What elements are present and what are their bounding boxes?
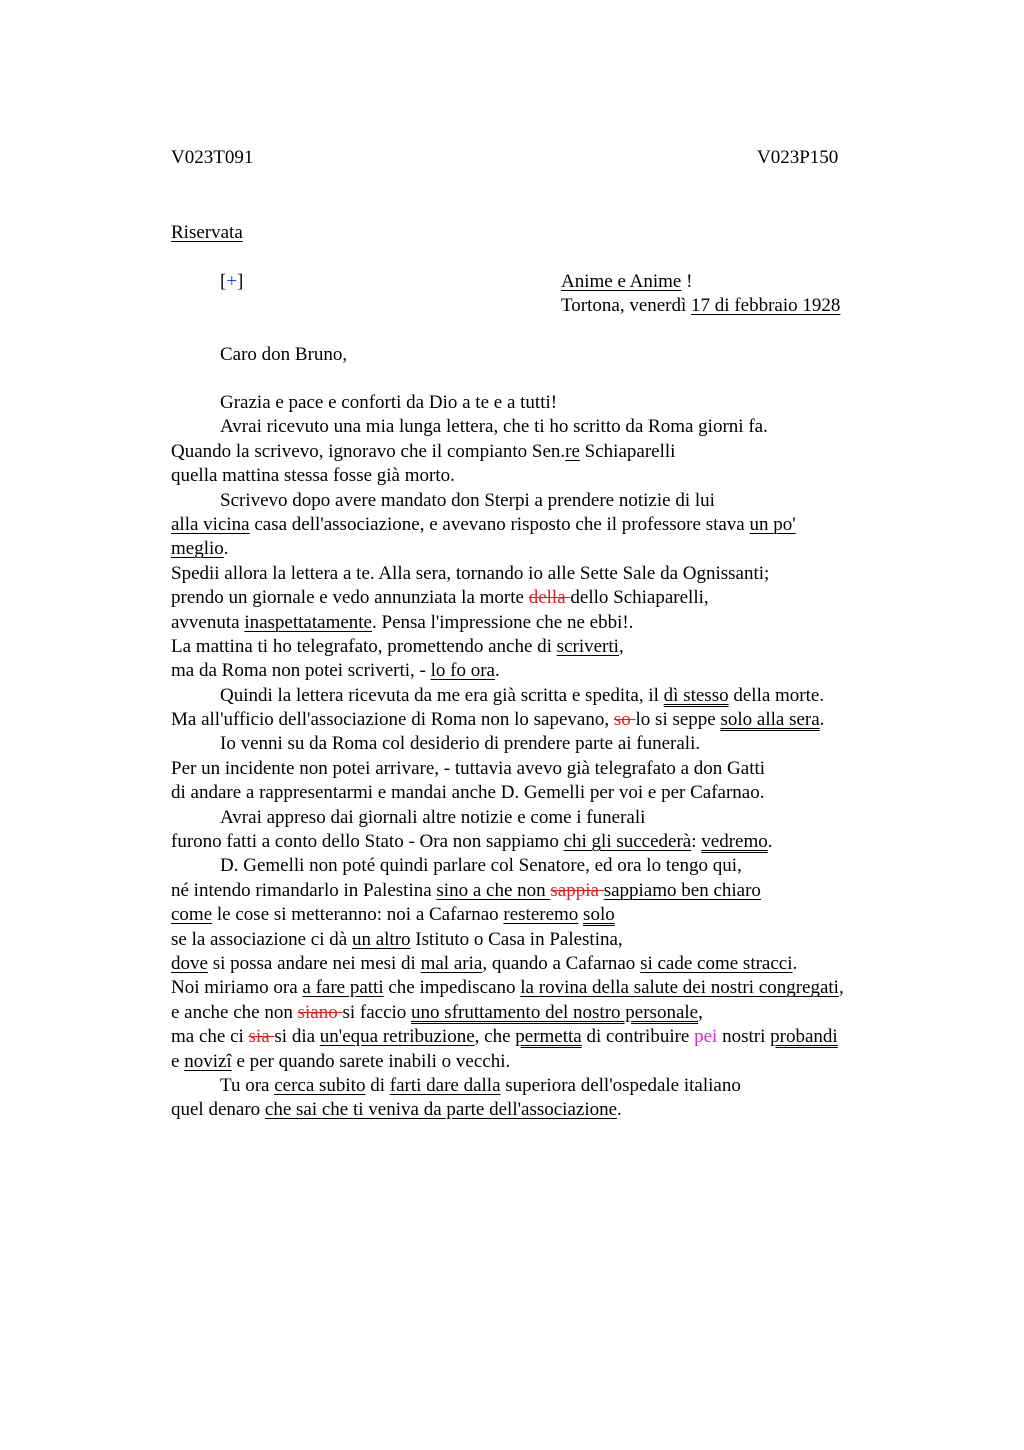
line-text: . bbox=[767, 831, 773, 853]
heading-place: Tortona, venerdì bbox=[561, 295, 692, 316]
line-text: si faccio bbox=[342, 1001, 412, 1023]
line-text: . bbox=[792, 952, 798, 974]
line-text: furono fatti a conto dello Stato - Ora non sappiamo bbox=[171, 831, 564, 853]
plus-mark-open: [ bbox=[220, 271, 227, 292]
letter-line bbox=[171, 611, 931, 635]
line-text: . bbox=[223, 538, 229, 560]
line-text: della morte. bbox=[728, 684, 825, 706]
confidential-label: Riservata bbox=[171, 222, 243, 243]
deleted-text: so bbox=[613, 709, 636, 731]
letter-line bbox=[171, 1025, 931, 1049]
letter-line bbox=[171, 513, 931, 537]
line-text: si possa andare nei mesi di bbox=[207, 952, 421, 974]
marked-text: novizî bbox=[184, 1050, 232, 1072]
line-text: di contribuire bbox=[581, 1026, 695, 1048]
marked-text: come bbox=[171, 904, 213, 926]
heading-exclaim: ! bbox=[681, 271, 693, 292]
letter-line bbox=[171, 391, 931, 415]
line-text: che impediscano bbox=[383, 977, 521, 999]
line-text: Avrai appreso dai giornali altre notizie e come i funerali bbox=[220, 806, 646, 828]
deleted-text: siano bbox=[297, 1001, 343, 1023]
plus-icon: + bbox=[226, 271, 238, 292]
letter-line bbox=[171, 854, 931, 878]
line-text: : bbox=[691, 831, 702, 853]
marked-text: un po' bbox=[749, 513, 796, 535]
document-code-right: V023P150 bbox=[757, 147, 839, 168]
plus-mark-close: ] bbox=[237, 271, 244, 292]
line-text: le cose si metteranno: noi a Cafarnao bbox=[212, 904, 504, 926]
line-text: avvenuta bbox=[171, 611, 245, 633]
line-text: e bbox=[171, 1050, 185, 1072]
letter-line bbox=[171, 464, 931, 488]
marked-text: alla vicina bbox=[171, 513, 250, 535]
letter-line bbox=[171, 1074, 931, 1098]
line-text: Ma all'ufficio dell'associazione di Roma non lo sapevano, bbox=[171, 709, 614, 731]
marked-text: dì stesso bbox=[663, 684, 729, 706]
line-text: , bbox=[618, 635, 624, 657]
marked-text: si cade come stracci bbox=[640, 952, 793, 974]
letter-body bbox=[171, 391, 931, 1123]
marked-text: cerca subito bbox=[274, 1074, 366, 1096]
deleted-text: sia bbox=[248, 1026, 275, 1048]
line-text: Grazia e pace e conforti da Dio a te e a tutti! bbox=[220, 392, 558, 413]
line-text: superiora dell'ospedale italiano bbox=[500, 1074, 741, 1096]
plus-mark bbox=[220, 270, 243, 294]
letter-line bbox=[171, 708, 931, 732]
line-text: si dia bbox=[274, 1026, 320, 1048]
letter-line bbox=[171, 830, 931, 854]
line-text: di bbox=[365, 1074, 390, 1096]
line-text: quel denaro bbox=[171, 1099, 265, 1121]
line-text: , che bbox=[474, 1026, 516, 1048]
marked-text: scriverti bbox=[556, 635, 619, 657]
marked-text: sino a che non bbox=[436, 879, 551, 901]
letter-line bbox=[171, 757, 931, 781]
marked-text: sappiamo ben chiaro bbox=[603, 879, 761, 901]
marked-text: probandi bbox=[770, 1026, 838, 1048]
marked-text: un altro bbox=[351, 928, 411, 950]
letter-line bbox=[171, 781, 931, 805]
letter-line bbox=[171, 684, 931, 708]
letter-line bbox=[171, 440, 931, 464]
letter-line bbox=[171, 586, 931, 610]
line-text: . bbox=[819, 709, 825, 731]
line-text: di andare a rappresentarmi e mandai anche D. Gemelli per voi e per Cafarnao. bbox=[171, 782, 765, 804]
line-text: , bbox=[838, 977, 844, 999]
letter-line bbox=[171, 1098, 931, 1122]
line-text: ma da Roma non potei scriverti, - bbox=[171, 660, 431, 682]
greeting: Caro don Bruno, bbox=[220, 344, 348, 365]
line-text: Scrivevo dopo avere mandato don Sterpi a prendere notizie di lui bbox=[220, 489, 715, 511]
line-text: casa dell'associazione, e avevano risposto che il professore stava bbox=[249, 513, 750, 535]
deleted-text: della bbox=[528, 587, 571, 609]
letter-line bbox=[171, 537, 931, 561]
marked-text: solo alla sera bbox=[720, 709, 820, 731]
line-text: Avrai ricevuto una mia lunga lettera, che ti ho scritto da Roma giorni fa. bbox=[220, 416, 768, 438]
document-code-left: V023T091 bbox=[171, 147, 254, 168]
letter-line bbox=[171, 562, 931, 586]
deleted-text: sappia bbox=[550, 879, 604, 901]
marked-text: vedremo bbox=[701, 831, 768, 853]
letter-line bbox=[171, 659, 931, 683]
marked-text: dove bbox=[171, 952, 208, 974]
line-text: , bbox=[698, 1001, 703, 1023]
line-text: Istituto o Casa in Palestina, bbox=[410, 928, 623, 950]
line-text: Spedii allora la lettera a te. Alla sera, tornando io alle Sette Sale da Ognissanti; bbox=[171, 562, 770, 584]
letter-line bbox=[171, 903, 931, 927]
heading-date-line bbox=[561, 294, 840, 318]
marked-text: inaspettatamente bbox=[244, 611, 372, 633]
marked-text: farti dare dalla bbox=[389, 1074, 501, 1096]
line-text: e per quando sarete inabili o vecchi. bbox=[231, 1050, 511, 1072]
line-text: Quando la scrivevo, ignoravo che il compianto Sen. bbox=[171, 440, 566, 462]
letter-line bbox=[171, 732, 931, 756]
heading-title: Anime e Anime bbox=[561, 271, 682, 292]
letter-line bbox=[171, 635, 931, 659]
line-text: ma che ci bbox=[171, 1026, 249, 1048]
marked-text: permetta bbox=[515, 1026, 582, 1048]
letter-line bbox=[171, 928, 931, 952]
marked-text: meglio bbox=[171, 538, 224, 560]
line-text: e anche che non bbox=[171, 1001, 298, 1023]
marked-text: mal aria bbox=[420, 952, 483, 974]
marked-text: che sai che ti veniva da parte dell'associazione bbox=[264, 1099, 618, 1121]
line-text: né intendo rimandarlo in Palestina bbox=[171, 879, 437, 901]
line-text: Noi miriamo ora bbox=[171, 977, 303, 999]
line-text: Per un incidente non potei arrivare, - tuttavia avevo già telegrafato a don Gatti bbox=[171, 757, 766, 779]
line-text: prendo un giornale e vedo annunziata la morte bbox=[171, 587, 529, 609]
marked-text: solo bbox=[583, 904, 615, 926]
marked-text: la rovina della salute dei nostri congregati bbox=[520, 977, 839, 999]
letter-line bbox=[171, 976, 931, 1000]
line-text: nostri bbox=[717, 1026, 771, 1048]
line-text: se la associazione ci dà bbox=[171, 928, 352, 950]
line-text: dello Schiaparelli, bbox=[570, 587, 709, 609]
marked-text: a fare patti bbox=[302, 977, 384, 999]
marked-text: lo fo ora bbox=[430, 660, 495, 682]
letter-line bbox=[171, 415, 931, 439]
line-text: La mattina ti ho telegrafato, promettendo anche di bbox=[171, 635, 557, 657]
marked-text: un'equa retribuzione bbox=[319, 1026, 475, 1048]
letter-line bbox=[171, 952, 931, 976]
line-text: Io venni su da Roma col desiderio di prendere parte ai funerali. bbox=[220, 733, 701, 755]
marked-text: uno sfruttamento del nostro personale bbox=[411, 1001, 699, 1023]
heading-title-line bbox=[561, 270, 692, 294]
line-text: . bbox=[617, 1099, 622, 1121]
marked-text: re bbox=[565, 440, 580, 462]
line-text: Quindi la lettera ricevuta da me era già scritta e spedita, il bbox=[220, 684, 664, 706]
heading-date: 17 di febbraio 1928 bbox=[691, 295, 841, 316]
marked-text: pei bbox=[694, 1026, 718, 1048]
line-text: quella mattina stessa fosse già morto. bbox=[171, 465, 455, 487]
letter-line bbox=[171, 489, 931, 513]
line-text: , quando a Cafarnao bbox=[482, 952, 641, 974]
line-text: Tu ora bbox=[220, 1074, 275, 1096]
letter-line bbox=[171, 879, 931, 903]
marked-text: resteremo bbox=[503, 904, 579, 926]
line-text: lo si seppe bbox=[635, 709, 721, 731]
marked-text: chi gli succederà bbox=[563, 831, 692, 853]
line-text: Schiaparelli bbox=[579, 440, 676, 462]
line-text: . Pensa l'impressione che ne ebbi!. bbox=[372, 611, 634, 633]
letter-line bbox=[171, 1050, 931, 1074]
line-text: . bbox=[494, 660, 500, 682]
letter-line bbox=[171, 1001, 931, 1025]
line-text: D. Gemelli non poté quindi parlare col Senatore, ed ora lo tengo qui, bbox=[220, 855, 742, 877]
letter-line bbox=[171, 806, 931, 830]
